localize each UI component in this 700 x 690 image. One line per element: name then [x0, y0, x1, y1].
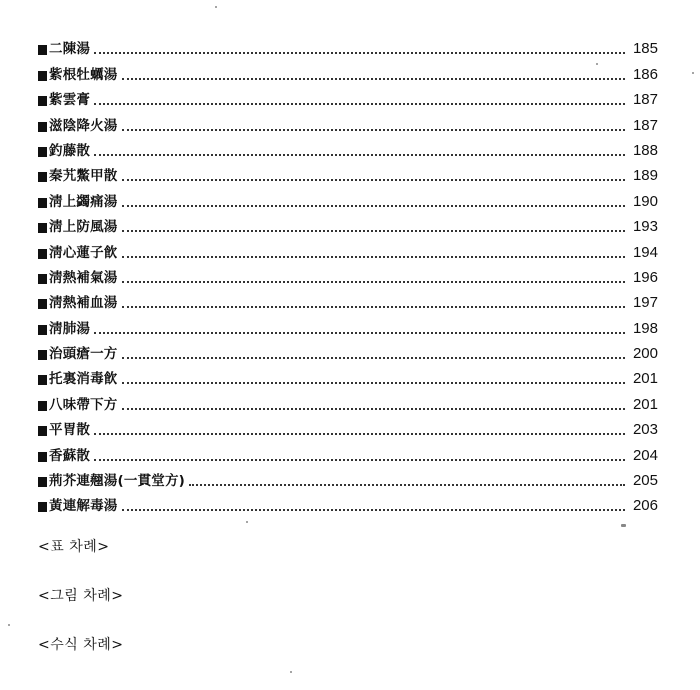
toc-entry: [38, 388, 658, 413]
square-bullet-icon: [38, 122, 47, 132]
square-bullet-icon: [38, 452, 47, 462]
toc-entry-title: 淸上蠲痛湯: [49, 193, 118, 210]
toc-entry-page-number: 193: [632, 218, 658, 236]
toc-entry: [38, 490, 658, 515]
toc-entry-page-number: 190: [632, 192, 658, 210]
toc-entry-page-number: 205: [632, 472, 658, 490]
toc-entry-page-number: 194: [632, 243, 658, 261]
toc-entry-page-number: 189: [632, 167, 658, 185]
toc-entry-title: 淸熱補氣湯: [49, 269, 118, 286]
dot-leader: [122, 357, 626, 359]
dot-leader: [122, 382, 626, 384]
scan-speck: [596, 63, 598, 65]
scan-speck: [290, 671, 292, 673]
toc-entry-page-number: 188: [632, 141, 658, 159]
figure-list-heading: <그림 차례>: [38, 588, 124, 604]
toc-entry-page-number: 185: [632, 40, 658, 58]
toc-entry-title: 黃連解毒湯: [49, 498, 118, 515]
toc-entry-title: 淸心蓮子飮: [49, 244, 118, 261]
scan-speck: [215, 6, 217, 8]
toc-entry-page-number: 201: [632, 370, 658, 388]
dot-leader: [122, 179, 626, 181]
toc-entry-title: 滋陰降火湯: [49, 117, 118, 134]
toc-entry: [38, 465, 658, 490]
toc-entry-page-number: 187: [632, 116, 658, 134]
toc-entry: [38, 312, 658, 337]
toc-entry-title: 淸上防風湯: [49, 219, 118, 236]
toc-entry-title: 托裏消毒飮: [49, 371, 118, 388]
toc-entry: [38, 287, 658, 312]
square-bullet-icon: [38, 198, 47, 208]
toc-entry-title: 紫根牡蠣湯: [49, 66, 118, 83]
dot-leader: [122, 230, 626, 232]
dot-leader: [94, 103, 625, 105]
formula-list-heading: <수식 차례>: [38, 637, 124, 653]
square-bullet-icon: [38, 147, 47, 157]
square-bullet-icon: [38, 45, 47, 55]
toc-entry-title: 二陳湯: [49, 41, 91, 58]
toc-entry: [38, 33, 658, 58]
dot-leader: [189, 484, 625, 486]
square-bullet-icon: [38, 249, 47, 259]
square-bullet-icon: [38, 502, 47, 512]
toc-entry-title: 淸肺湯: [49, 320, 91, 337]
toc-entry: [38, 338, 658, 363]
table-of-contents: [38, 33, 658, 515]
toc-entry-page-number: 186: [632, 65, 658, 83]
dot-leader: [94, 154, 625, 156]
toc-entry-title: 秦艽鱉甲散: [49, 168, 118, 185]
scan-speck: [692, 72, 694, 74]
toc-entry-title: 荊芥連翹湯(一貫堂方): [49, 473, 186, 490]
dot-leader: [94, 52, 625, 54]
scan-speck: [8, 624, 10, 626]
dot-leader: [122, 78, 626, 80]
toc-entry: [38, 58, 658, 83]
toc-entry: [38, 262, 658, 287]
dot-leader: [94, 332, 625, 334]
dot-leader: [122, 129, 626, 131]
square-bullet-icon: [38, 426, 47, 436]
square-bullet-icon: [38, 172, 47, 182]
square-bullet-icon: [38, 477, 47, 487]
dot-leader: [122, 256, 626, 258]
toc-entry: [38, 363, 658, 388]
toc-entry-page-number: 200: [632, 345, 658, 363]
dot-leader: [122, 306, 626, 308]
toc-entry-page-number: 196: [632, 268, 658, 286]
square-bullet-icon: [38, 96, 47, 106]
dot-leader: [122, 281, 626, 283]
toc-entry-title: 釣藤散: [49, 142, 91, 159]
toc-entry-title: 淸熱補血湯: [49, 295, 118, 312]
toc-entry-title: 香蘇散: [49, 447, 91, 464]
toc-entry-title: 紫雲膏: [49, 92, 91, 109]
toc-entry-title: 八味帶下方: [49, 396, 118, 413]
square-bullet-icon: [38, 71, 47, 81]
toc-entry: [38, 160, 658, 185]
toc-entry-page-number: 204: [632, 446, 658, 464]
square-bullet-icon: [38, 325, 47, 335]
table-list-heading: <표 차례>: [38, 539, 110, 555]
scan-speck: [246, 521, 248, 523]
toc-entry-page-number: 206: [632, 497, 658, 515]
toc-entry: [38, 414, 658, 439]
square-bullet-icon: [38, 223, 47, 233]
square-bullet-icon: [38, 274, 47, 284]
dot-leader: [122, 408, 626, 410]
toc-entry: [38, 84, 658, 109]
dot-leader: [122, 205, 626, 207]
scan-speck: [621, 524, 626, 527]
toc-entry-page-number: 197: [632, 294, 658, 312]
toc-entry-page-number: 187: [632, 91, 658, 109]
toc-entry-page-number: 201: [632, 395, 658, 413]
toc-entry-title: 治頭瘡一方: [49, 346, 118, 363]
dot-leader: [94, 459, 625, 461]
toc-entry: [38, 211, 658, 236]
toc-entry-page-number: 203: [632, 421, 658, 439]
toc-entry: [38, 236, 658, 261]
square-bullet-icon: [38, 350, 47, 360]
toc-entry: [38, 185, 658, 210]
toc-entry: [38, 439, 658, 464]
toc-entry-title: 平胃散: [49, 422, 91, 439]
toc-entry-page-number: 198: [632, 319, 658, 337]
square-bullet-icon: [38, 401, 47, 411]
dot-leader: [94, 433, 625, 435]
dot-leader: [122, 509, 626, 511]
square-bullet-icon: [38, 375, 47, 385]
toc-entry: [38, 135, 658, 160]
square-bullet-icon: [38, 299, 47, 309]
toc-entry: [38, 109, 658, 134]
